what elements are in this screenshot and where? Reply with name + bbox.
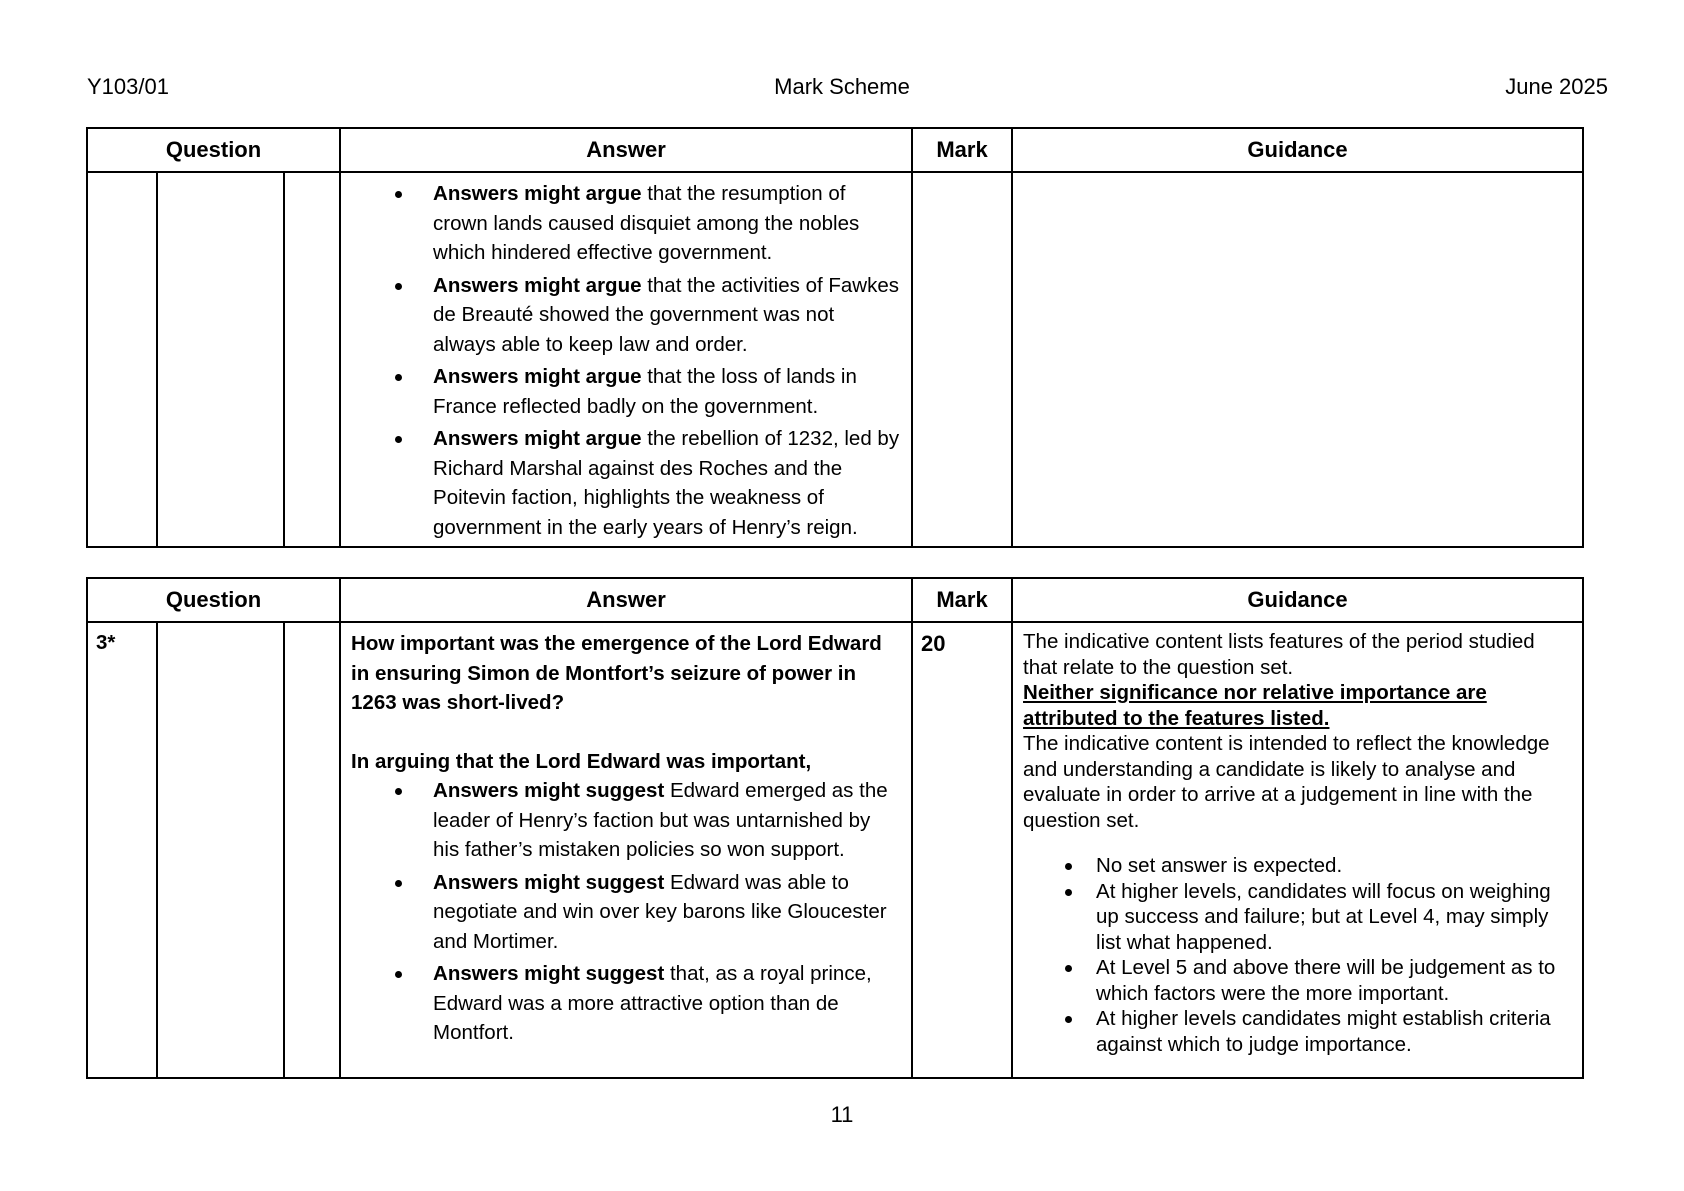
guidance-header: Guidance <box>1012 578 1583 622</box>
mark-cell <box>912 172 1012 547</box>
question-number: 3* <box>96 631 116 654</box>
question-header: Question <box>87 128 340 172</box>
bullet-text: that the activities of Fawkes de Breauté showed the government was not always able to keep law and order. <box>433 273 900 356</box>
question-part-cell <box>157 172 284 547</box>
guidance-paragraph: The indicative content is intended to reflect the knowledge and understanding a candidate is likely to analyse and evaluate in order to arrive at a judgement in line with the question set. <box>1023 732 1550 832</box>
bullet-lead: Answers might suggest <box>433 962 665 985</box>
mark-value: 20 <box>921 631 946 656</box>
guidance-header: Guidance <box>1012 128 1583 172</box>
list-item <box>389 179 901 268</box>
guidance-emphasis: Neither significance nor relative importance are attributed to the features listed. <box>1023 681 1487 730</box>
question-subpart-cell <box>284 622 340 1078</box>
bullet-text: the rebellion of 1232, led by Richard Marshal against des Roches and the Poitevin faction, highlights the weakness of government in the early years of Henry’s reign. <box>433 427 900 539</box>
document-title: Mark Scheme <box>774 74 910 99</box>
question-header: Question <box>87 578 340 622</box>
answer-bullet-list <box>351 776 901 1048</box>
question-part-cell <box>157 622 284 1078</box>
document-code: Y103/01 <box>87 74 169 99</box>
list-item <box>389 776 901 865</box>
table-row <box>87 622 1583 1078</box>
mark-header: Mark <box>912 578 1012 622</box>
list-item: At higher levels candidates might establish criteria against which to judge importance. <box>1063 1006 1572 1057</box>
answer-header: Answer <box>340 578 912 622</box>
mark-header: Mark <box>912 128 1012 172</box>
mark-cell <box>912 622 1012 1078</box>
question-subpart-cell <box>284 172 340 547</box>
bullet-text: that, as a royal prince, Edward was a more attractive option than de Montfort. <box>433 962 872 1044</box>
list-item: At higher levels, candidates will focus on weighing up success and failure; but at Level 4, may simply list what happened. <box>1063 879 1572 956</box>
answer-intro: In arguing that the Lord Edward was important, <box>351 749 812 773</box>
answer-cell <box>340 172 912 547</box>
answer-header: Answer <box>340 128 912 172</box>
question-number-cell <box>87 622 157 1078</box>
bullet-lead: Answers might argue <box>433 427 642 450</box>
question-number-cell <box>87 172 157 547</box>
question-text: How important was the emergence of the Lord Edward in ensuring Simon de Montfort’s seizure of power in 1263 was short-lived? <box>351 632 882 714</box>
bullet-text: Edward was able to negotiate and win over key barons like Gloucester and Mortimer. <box>433 870 887 953</box>
guidance-cell <box>1012 172 1583 547</box>
table-header-row <box>87 578 1583 622</box>
bullet-lead: Answers might argue <box>433 273 642 297</box>
list-item <box>389 271 901 360</box>
list-item <box>389 424 901 542</box>
bullet-lead: Answers might suggest <box>433 870 665 894</box>
bullet-text: that the resumption of crown lands caused disquiet among the nobles which hindered effective government. <box>433 182 860 264</box>
bullet-lead: Answers might argue <box>433 182 642 205</box>
list-item <box>389 959 901 1048</box>
table-row <box>87 172 1583 547</box>
table-header-row <box>87 128 1583 172</box>
guidance-paragraph: The indicative content lists features of the period studied that relate to the question set. <box>1023 630 1535 679</box>
page-number: 11 <box>830 1102 854 1127</box>
guidance-cell <box>1012 622 1583 1078</box>
answer-bullet-list <box>351 179 901 542</box>
bullet-text: Edward emerged as the leader of Henry’s faction but was untarnished by his father’s mistaken policies so won support. <box>433 779 888 861</box>
list-item: At Level 5 and above there will be judgement as to which factors were the more important. <box>1063 955 1572 1006</box>
bullet-lead: Answers might argue <box>433 365 642 388</box>
guidance-bullet-list <box>1023 853 1572 1057</box>
bullet-lead: Answers might suggest <box>433 779 665 802</box>
mark-scheme-table-continued <box>86 127 1584 548</box>
list-item <box>389 868 901 957</box>
mark-scheme-table-question-3 <box>86 577 1584 1079</box>
list-item: No set answer is expected. <box>1063 853 1572 879</box>
bullet-text: that the loss of lands in France reflected badly on the government. <box>433 365 857 418</box>
list-item <box>389 362 901 421</box>
answer-cell <box>340 622 912 1078</box>
document-date: June 2025 <box>1505 74 1608 99</box>
